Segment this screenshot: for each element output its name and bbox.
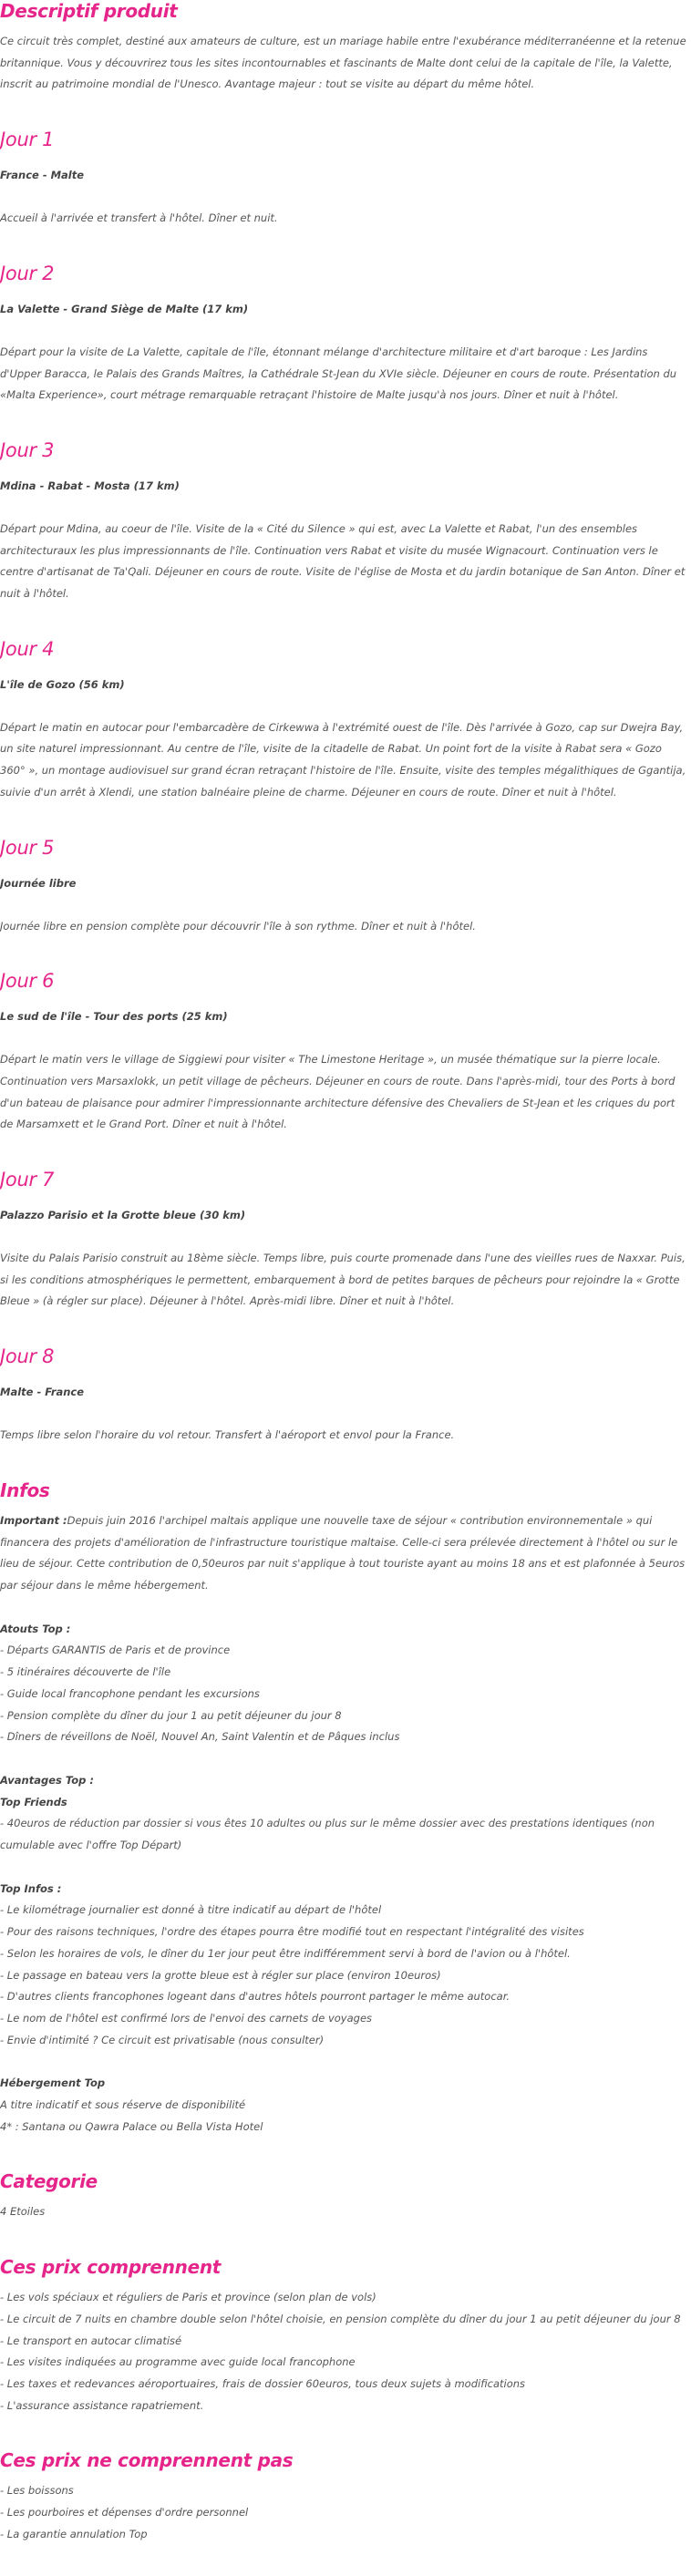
list-item: - Le passage en bateau vers la grotte bleue est à régler sur place (environ 10euros): [0, 1968, 441, 1982]
descriptif-title: Descriptif produit: [0, 0, 178, 22]
day-2: [0, 263, 689, 407]
list-item: - Les visites indiquées au programme avec guide local francophone: [0, 2355, 356, 2369]
infos-section: [0, 1479, 689, 2138]
list-item: - Les taxes et redevances aéroportuaires, frais de dossier 60euros, tous deux sujets à modifications: [0, 2376, 526, 2390]
list-item: - Selon les horaires de vols, le dîner du 1er jour peut être indifféremment servi à bord de l'avion ou à l'hôtel.: [0, 1946, 571, 1960]
day-title: Jour 1: [0, 129, 55, 151]
list-item: - Le nom de l'hôtel est confirmé lors de l'envoi des carnets de voyages: [0, 2011, 373, 2025]
hebergement-label: Hébergement Top: [0, 2076, 106, 2090]
important-text: Depuis juin 2016 l'archipel maltais applique une nouvelle taxe de séjour « contribution environnementale » qui financera des projets d'amélioration de l'infrastructure touristique maltaise. Celle-ci sera prélevée directement à l'hôtel ou sur le lieu de séjour. Cette contribution de 0,50euros par nuit s'applique à tout touriste ayant au moins 18 ans et est plafonnée à 5euros par séjour dans le même hébergement.: [0, 1513, 686, 1592]
day-title: Jour 4: [0, 637, 55, 660]
day-subtitle: France - Malte: [0, 169, 85, 182]
list-item: - Envie d'intimité ? Ce circuit est privatisable (nous consulter): [0, 2033, 325, 2046]
prix-ne-comprennent-title: Ces prix ne comprennent pas: [0, 2449, 294, 2472]
prix-comprennent-section: [0, 2256, 689, 2416]
prix-ne-comprennent-section: [0, 2449, 689, 2545]
day-3: [0, 439, 689, 605]
day-title: Jour 5: [0, 836, 55, 859]
day-description: Accueil à l'arrivée et transfert à l'hôtel. Dîner et nuit.: [0, 211, 278, 225]
list-item: - Les vols spéciaux et réguliers de Paris et province (selon plan de vols): [0, 2291, 376, 2304]
day-1: [0, 129, 689, 230]
list-item: - Les boissons: [0, 2484, 74, 2498]
day-subtitle: Mdina - Rabat - Mosta (17 km): [0, 479, 180, 492]
categorie-text: 4 Etoiles: [0, 2205, 46, 2219]
list-item: - Pension complète du dîner du jour 1 au petit déjeuner du jour 8: [0, 1708, 342, 1722]
list-item: - D'autres clients francophones logeant dans d'autres hôtels pourront partager le même autocar.: [0, 1990, 511, 2004]
list-item: - Les pourboires et dépenses d'ordre personnel: [0, 2506, 249, 2519]
list-item: - La garantie annulation Top: [0, 2527, 148, 2540]
day-description: Départ le matin vers le village de Siggiewi pour visiter « The Limestone Heritage », un musée thématique sur la pierre locale. Continuation vers Marsaxlokk, un petit village de pêcheurs. Déjeuner en cours de route. Dans l'après-midi, tour des Ports à bord d'un bateau de plaisance pour admirer l'impressionnante architecture défensive des Chevaliers de St-Jean et les criques du port de Marsamxett et le Grand Port. Dîner et nuit à l'hôtel.: [0, 1053, 676, 1131]
day-subtitle: Malte - France: [0, 1386, 85, 1399]
day-subtitle: Journée libre: [0, 876, 77, 890]
list-item: - Le transport en autocar climatisé: [0, 2334, 182, 2347]
day-subtitle: Le sud de l'île - Tour des ports (25 km): [0, 1010, 228, 1024]
descriptif-section: [0, 0, 689, 96]
list-item: - Départs GARANTIS de Paris et de province: [0, 1643, 231, 1657]
day-title: Jour 8: [0, 1345, 55, 1368]
day-title: Jour 3: [0, 438, 55, 461]
day-description: Temps libre selon l'horaire du vol retour. Transfert à l'aéroport et envol pour la France.: [0, 1428, 455, 1442]
list-item: - L'assurance assistance rapatriement.: [0, 2398, 204, 2412]
hebergement-line: 4* : Santana ou Qawra Palace ou Bella Vista Hotel: [0, 2119, 263, 2133]
categorie-title: Categorie: [0, 2170, 98, 2193]
list-item: - Le kilométrage journalier est donné à titre indicatif au départ de l'hôtel: [0, 1903, 382, 1917]
day-6: [0, 970, 689, 1136]
day-description: Départ pour la visite de La Valette, capitale de l'île, étonnant mélange d'architecture militaire et d'art baroque : Les Jardins d'Upper Baracca, le Palais des Grands Maîtres, la Cathédrale St-Jean du XVIe siècle. Déjeuner en cours de route. Présentation du «Malta Experience», court métrage remarquable retraçant l'histoire de Malte jusqu'à nos jours. Dîner et nuit à l'hôtel.: [0, 345, 677, 402]
list-item: - Le circuit de 7 nuits en chambre double selon l'hôtel choisie, en pension complète du dîner du jour 1 au petit déjeuner du jour 8: [0, 2312, 681, 2325]
day-description: Visite du Palais Parisio construit au 18ème siècle. Temps libre, puis courte promenade dans l'une des vieilles rues de Naxxar. Puis, si les conditions atmosphériques le permettent, embarquement à bord de petites barques de pêcheurs pour rejoindre la « Grotte Bleue » (à régler sur place). Déjeuner à l'hôtel. Après-midi libre. Dîner et nuit à l'hôtel.: [0, 1252, 686, 1308]
hebergement-line: A titre indicatif et sous réserve de disponibilité: [0, 2098, 246, 2112]
day-title: Jour 7: [0, 1169, 55, 1191]
day-description: Départ le matin en autocar pour l'embarcadère de Cirkewwa à l'extrémité ouest de l'île. Dès l'arrivée à Gozo, cap sur Dwejra Bay, un site naturel impressionnant. Au centre de l'île, visite de la citadelle de Rabat. Un point fort de la visite à Rabat sera « Gozo 360° », un montage audiovisuel sur grand écran retraçant l'histoire de l'île. Ensuite, visite des temples mégalithiques de Ggantija, suivie d'un arrêt à Xlendi, une station balnéaire pleine de charme. Déjeuner en cours de route. Dîner et nuit à l'hôtel.: [0, 720, 686, 799]
prix-ne-comprennent-list: [0, 2480, 689, 2545]
descriptif-text: Ce circuit très complet, destiné aux amateurs de culture, est un mariage habile entre l'exubérance méditerranéenne et la retenue britannique. Vous y découvrirez tous les sites incontournables et fascinants de Malte dont celui de la capitale de l'île, la Valette, inscrit au patrimoine mondial de l'Unesco. Avantage majeur : tout se visite au départ du même hôtel.: [0, 35, 686, 91]
avantages-text: - 40euros de réduction par dossier si vous êtes 10 adultes ou plus sur le même dossier avec des prestations identiques (non cumulable avec l'offre Top Départ): [0, 1817, 655, 1852]
list-item: - Dîners de réveillons de Noël, Nouvel An, Saint Valentin et de Pâques inclus: [0, 1730, 400, 1744]
avantages-subtitle: Top Friends: [0, 1795, 67, 1808]
day-4: [0, 638, 689, 804]
day-subtitle: L'île de Gozo (56 km): [0, 677, 125, 691]
important-label: Important :: [0, 1513, 67, 1527]
important-paragraph: [0, 1510, 689, 1597]
list-item: - Pour des raisons techniques, l'ordre des étapes pourra être modifié tout en respectant l'intégralité des visites: [0, 1925, 584, 1939]
atouts-label: Atouts Top :: [0, 1622, 71, 1635]
top-infos-label: Top Infos :: [0, 1881, 62, 1895]
top-infos-list: [0, 1900, 689, 2051]
atouts-list: [0, 1640, 689, 1748]
day-subtitle: Palazzo Parisio et la Grotte bleue (30 km): [0, 1209, 246, 1222]
prix-comprennent-list: [0, 2287, 689, 2416]
categorie-section: [0, 2170, 689, 2223]
avantages-label: Avantages Top :: [0, 1773, 94, 1787]
day-description: Journée libre en pension complète pour découvrir l'île à son rythme. Dîner et nuit à l'hôtel.: [0, 919, 476, 933]
day-title: Jour 2: [0, 262, 55, 284]
day-title: Jour 6: [0, 970, 55, 993]
day-description: Départ pour Mdina, au coeur de l'île. Visite de la « Cité du Silence » qui est, avec La Valette et Rabat, l'un des ensembles architecturaux les plus impressionnants de l'île. Continuation vers Rabat et visite du musée Wignacourt. Continuation vers le centre d'artisanat de Ta'Qali. Déjeuner en cours de route. Visite de l'église de Mosta et du jardin botanique de San Anton. Dîner et nuit à l'hôtel.: [0, 521, 686, 601]
day-7: [0, 1169, 689, 1313]
list-item: - Guide local francophone pendant les excursions: [0, 1686, 260, 1700]
list-item: - 5 itinéraires découverte de l'île: [0, 1665, 171, 1679]
infos-title: Infos: [0, 1479, 50, 1501]
day-8: [0, 1345, 689, 1447]
day-5: [0, 837, 689, 938]
prix-comprennent-title: Ces prix comprennent: [0, 2256, 222, 2279]
day-subtitle: La Valette - Grand Siège de Malte (17 km): [0, 302, 249, 315]
